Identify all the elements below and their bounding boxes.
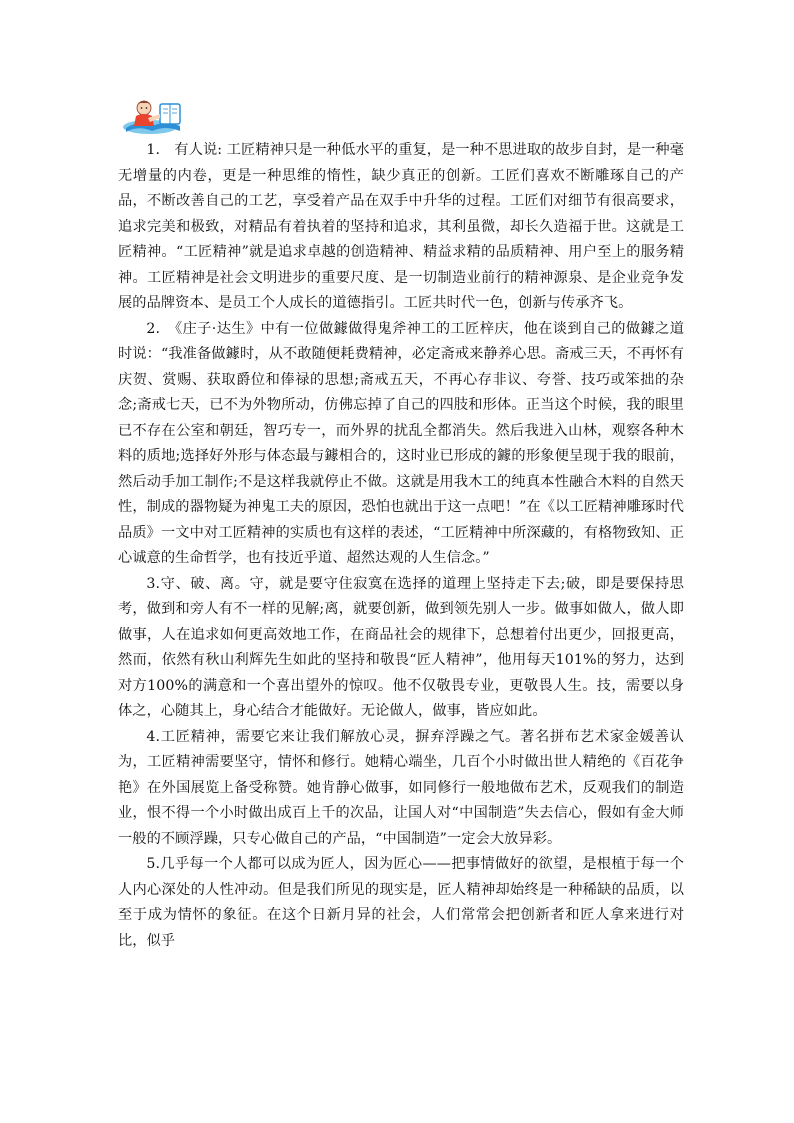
paragraph-3: 3.守、破、离。守，就是要守住寂寞在选择的道理上坚持走下去;破，即是要保持思考，做到和旁人有不一样的见解;离，就要创新，做到领先别人一步。做事如做人，做人即做事，人在追求如何更高效地工作，在商品社会的规律下，总想着付出更少，回报更高，然而，依然有秋山利辉先生如此的坚持和敬畏“匠人精神”，他用每天101%的努力，达到对方100%的满意和一个喜出望外的惊叹。他不仅敬畏专业，更敬畏人生。技，需要以身体之，心随其上，身心结合才能做好。无论做人，做事，皆应如此。 xyxy=(118,575,684,719)
article-body xyxy=(118,138,684,954)
reading-child-icon xyxy=(120,96,186,136)
paragraph-5: 5.几乎每一个人都可以成为匠人，因为匠心——把事情做好的欲望，是根植于每一个人内心深处的人性冲动。但是我们所见的现实是，匠人精神却始终是一种稀缺的品质，以至于成为情怀的象征。在这个日新月异的社会，人们常常会把创新者和匠人拿来进行对比，似乎 xyxy=(118,856,684,949)
paragraph-4: 4.工匠精神，需要它来让我们解放心灵，摒弃浮躁之气。著名拼布艺术家金媛善认为，工匠精神需要坚守，情怀和修行。她精心端坐，几百个小时做出世人精绝的《百花争艳》在外国展览上备受称赞。她肯静心做事，如同修行一般地做布艺术，反观我们的制造业，恨不得一个小时做出成百上千的次品，让国人对“中国制造”失去信心，假如有金大师一般的不顾浮躁，只专心做自己的产品，“中国制造”一定会大放异彩。 xyxy=(118,728,684,847)
paragraph-1: 1. 有人说: 工匠精神只是一种低水平的重复，是一种不思进取的故步自封，是一种毫无增量的内卷，更是一种思维的惰性，缺少真正的创新。工匠们喜欢不断雕琢自己的产品，不断改善自己的工艺，享受着产品在双手中升华的过程。工匠们对细节有很高要求，追求完美和极致，对精品有着执着的坚持和追求，其利虽微，却长久造福于世。这就是工匠精神。“工匠精神”就是追求卓越的创造精神、精益求精的品质精神、用户至上的服务精神。工匠精神是社会文明进步的重要尺度、是一切制造业前行的精神源泉、是企业竞争发展的品牌资本、是员工个人成长的道德指引。工匠共时代一色，创新与传承齐飞。 xyxy=(118,142,684,311)
paragraph-2: 2. 《庄子·达生》中有一位做鐻做得鬼斧神工的工匠梓庆，他在谈到自己的做鐻之道时说：“我准备做鐻时，从不敢随便耗费精神，必定斋戒来静养心思。斋戒三天，不再怀有庆贺、赏赐、获取爵位和俸禄的思想;斋戒五天，不再心存非议、夸誉、技巧或笨拙的杂念;斋戒七天，已不为外物所动，仿佛忘掉了自己的四肢和形体。正当这个时候，我的眼里已不存在公室和朝廷，智巧专一，而外界的扰乱全都消失。然后我进入山林，观察各种木料的质地;选择好外形与体态最与鐻相合的，这时业已形成的鐻的形象便呈现于我的眼前，然后动手加工制作;不是这样我就停止不做。这就是用我木工的纯真本性融合木料的自然天性，制成的器物疑为神鬼工夫的原因，恐怕也就出于这一点吧！”在《以工匠精神雕琢时代品质》一文中对工匠精神的实质也有这样的表述，“工匠精神中所深藏的，有格物致知、正心诚意的生命哲学，也有技近乎道、超然达观的人生信念。” xyxy=(118,320,684,566)
